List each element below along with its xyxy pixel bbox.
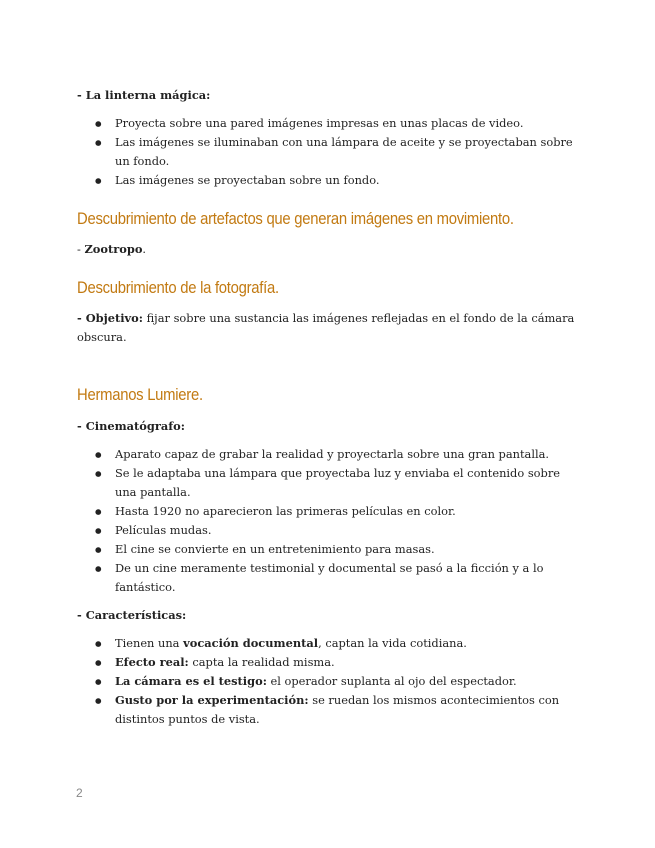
list-item: ● Tienen una vocación documental, captan la vida cotidiana. — [77, 634, 577, 653]
list-item: ● La cámara es el testigo: el operador suplanta al ojo del espectador. — [77, 672, 577, 691]
list-item: ● Gusto por la experimentación: se ruedan los mismos acontecimientos con distintos puntos de vista. — [77, 691, 577, 729]
list-item: ● Se le adaptaba una lámpara que proyectaba luz y enviaba el contenido sobre una pantalla. — [77, 464, 577, 502]
section-title-movimiento: Descubrimiento de artefactos que generan imágenes en movimiento. — [77, 210, 514, 228]
list-item: ● Efecto real: capta la realidad misma. — [77, 653, 577, 672]
list-item: ● Hasta 1920 no aparecieron las primeras películas en color. — [77, 502, 577, 521]
section-title-lumiere: Hermanos Lumiere. — [77, 386, 203, 404]
list-item: ● Las imágenes se proyectaban sobre un fondo. — [77, 171, 577, 190]
list-item: ● Proyecta sobre una pared imágenes impresas en unas placas de video. — [77, 114, 577, 133]
linterna-list — [77, 114, 577, 190]
caracteristicas-list — [77, 634, 577, 729]
caracteristicas-heading: - Características: — [77, 608, 187, 622]
list-item: ● Películas mudas. — [77, 521, 577, 540]
section-title-fotografia: Descubrimiento de la fotografía. — [77, 279, 279, 297]
page-content — [77, 86, 577, 729]
list-item: ● De un cine meramente testimonial y documental se pasó a la ficción y a lo fantástico. — [77, 559, 577, 597]
cinematografo-list — [77, 445, 577, 597]
linterna-heading: - La linterna mágica: — [77, 88, 211, 102]
cinematografo-heading: - Cinematógrafo: — [77, 419, 185, 433]
list-item: ● Las imágenes se iluminaban con una lámpara de aceite y se proyectaban sobre un fondo. — [77, 133, 577, 171]
list-item: ● El cine se convierte en un entretenimiento para masas. — [77, 540, 577, 559]
list-item: ● Aparato capaz de grabar la realidad y proyectarla sobre una gran pantalla. — [77, 445, 577, 464]
page-number: 2 — [76, 786, 83, 800]
zootropo-line: - Zootropo. — [77, 242, 147, 256]
objetivo-paragraph: - Objetivo: fijar sobre una sustancia las imágenes reflejadas en el fondo de la cámara obscura. — [77, 311, 575, 344]
